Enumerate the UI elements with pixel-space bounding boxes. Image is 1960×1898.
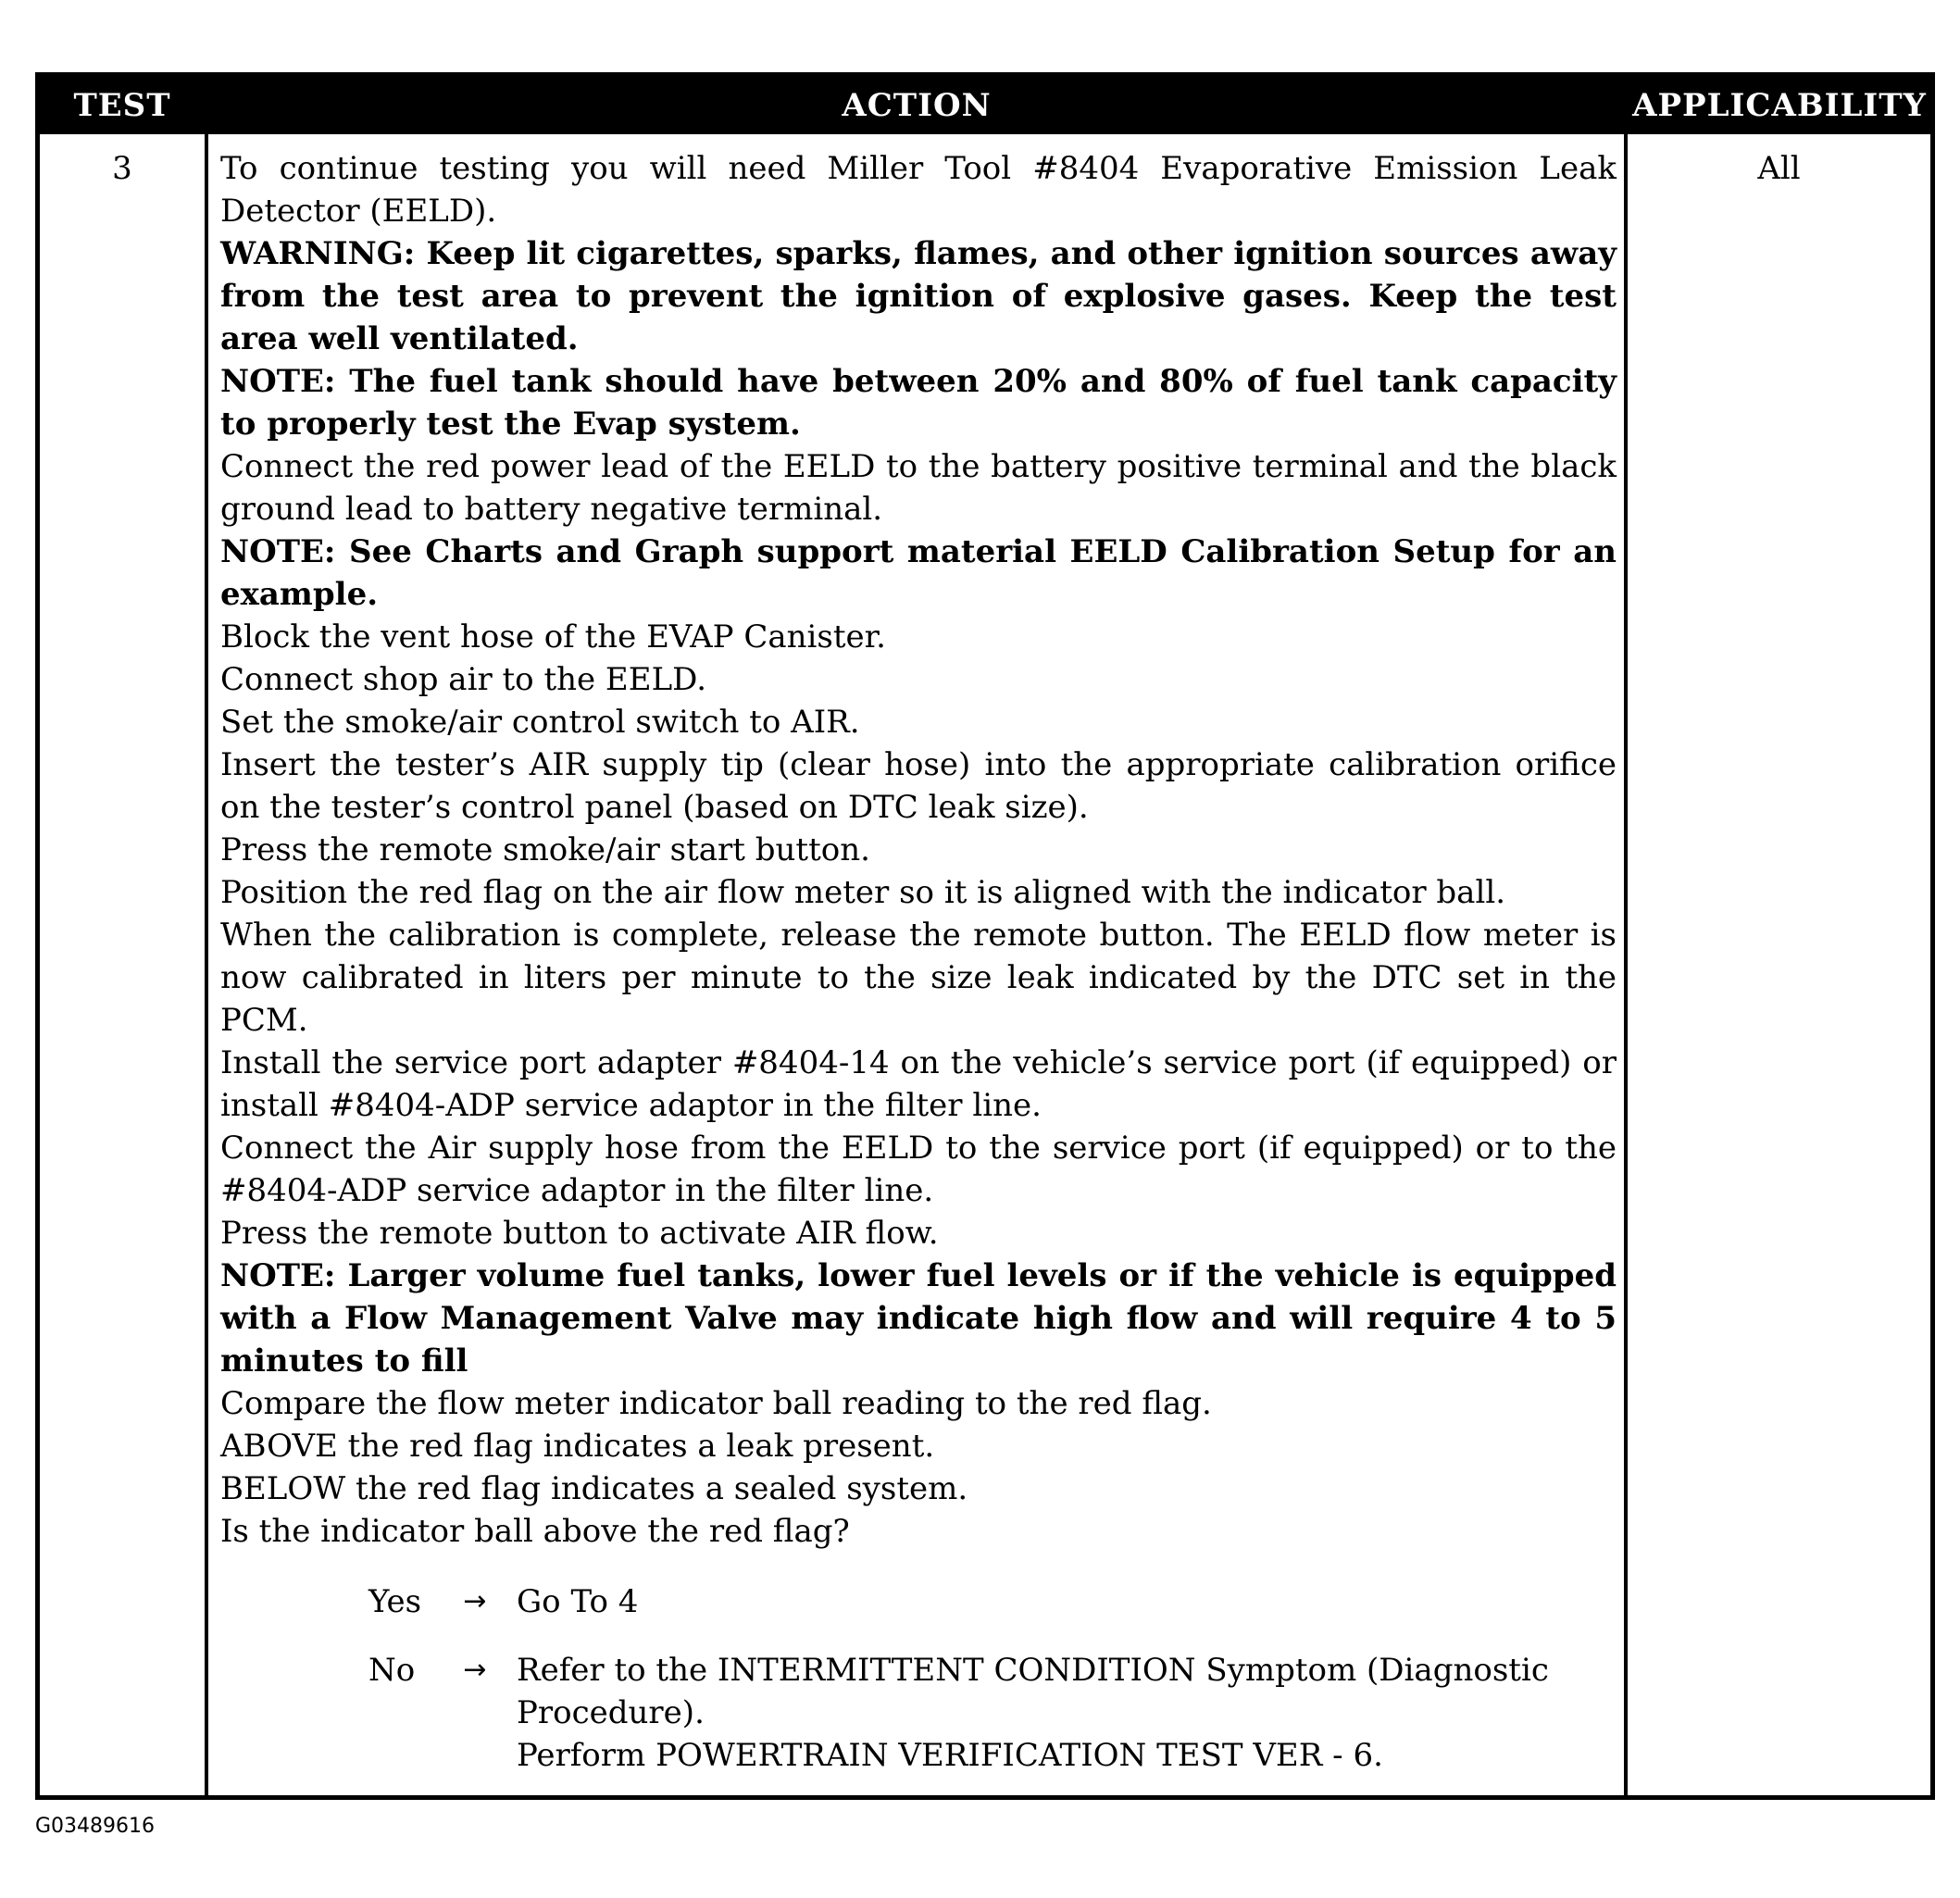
answer-list <box>368 1580 1617 1777</box>
action-note: NOTE: The fuel tank should have between 20% and 80% of fuel tank capacity to properly test the Evap system. <box>220 363 1617 443</box>
action-note: NOTE: Larger volume fuel tanks, lower fuel levels or if the vehicle is equipped with a Flow Management Valve may indicate high flow and will require 4 to 5 minutes to fill <box>220 1257 1617 1380</box>
answer-key: No <box>368 1652 416 1689</box>
action-step: Install the service port adapter #8404-14 on the vehicle’s service port (if equipped) or install #8404-ADP service adaptor in the filter line. <box>220 1044 1617 1124</box>
action-steps <box>220 147 1617 1553</box>
action-step: Press the remote button to activate AIR flow. <box>220 1215 939 1252</box>
action-step: To continue testing you will need Miller Tool #8404 Evaporative Emission Leak Detector (EELD). <box>220 150 1617 230</box>
action-step: Set the smoke/air control switch to AIR. <box>220 704 860 741</box>
diagnostic-table <box>35 72 1935 1800</box>
action-step: Is the indicator ball above the red flag? <box>220 1513 850 1550</box>
figure-code: G03489616 <box>35 1815 156 1838</box>
action-step: Connect the red power lead of the EELD to the battery positive terminal and the black ground lead to battery negative terminal. <box>220 448 1617 528</box>
arrow-right-icon: → <box>463 1654 487 1686</box>
answer-line: Refer to the INTERMITTENT CONDITION Symptom (Diagnostic Procedure). <box>517 1652 1549 1731</box>
header-action: ACTION <box>842 87 992 124</box>
action-step: BELOW the red flag indicates a sealed system. <box>220 1470 968 1507</box>
answer-text <box>517 1580 1617 1623</box>
answer-row <box>368 1580 1617 1623</box>
action-step: Press the remote smoke/air start button. <box>220 831 870 868</box>
column-divider <box>1624 134 1628 1795</box>
action-step: Connect the Air supply hose from the EELD to the service port (if equipped) or to the #8404-ADP service adaptor in the filter line. <box>220 1130 1617 1209</box>
arrow-right-icon: → <box>463 1585 487 1617</box>
action-step: When the calibration is complete, release the remote button. The EELD flow meter is now calibrated in liters per minute to the size leak indicated by the DTC set in the PCM. <box>220 917 1617 1039</box>
action-step: ABOVE the red flag indicates a leak present. <box>220 1428 935 1465</box>
action-step: Position the red flag on the air flow meter so it is aligned with the indicator ball. <box>220 874 1506 911</box>
action-step: Insert the tester’s AIR supply tip (clear hose) into the appropriate calibration orifice on the tester’s control panel (based on DTC leak size). <box>220 746 1617 826</box>
column-divider <box>205 134 208 1795</box>
action-note: WARNING: Keep lit cigarettes, sparks, flames, and other ignition sources away from the test area to prevent the ignition of explosive gases. Keep the test area well ventilated. <box>220 235 1617 357</box>
action-cell <box>220 147 1617 1803</box>
answer-line: Perform POWERTRAIN VERIFICATION TEST VER - 6. <box>517 1737 1383 1774</box>
action-step: Compare the flow meter indicator ball reading to the red flag. <box>220 1385 1212 1422</box>
action-step: Block the vent hose of the EVAP Canister. <box>220 618 886 656</box>
action-note: NOTE: See Charts and Graph support material EELD Calibration Setup for an example. <box>220 533 1617 613</box>
answer-line: Go To 4 <box>517 1583 639 1620</box>
applicability-value: All <box>1757 150 1801 187</box>
answer-text <box>517 1649 1617 1777</box>
header-applicability: APPLICABILITY <box>1632 87 1927 124</box>
header-test: TEST <box>73 87 171 124</box>
test-number: 3 <box>112 150 132 187</box>
answer-row <box>368 1649 1617 1777</box>
answer-key: Yes <box>368 1583 422 1620</box>
table-header <box>40 77 1930 134</box>
action-step: Connect shop air to the EELD. <box>220 661 707 698</box>
